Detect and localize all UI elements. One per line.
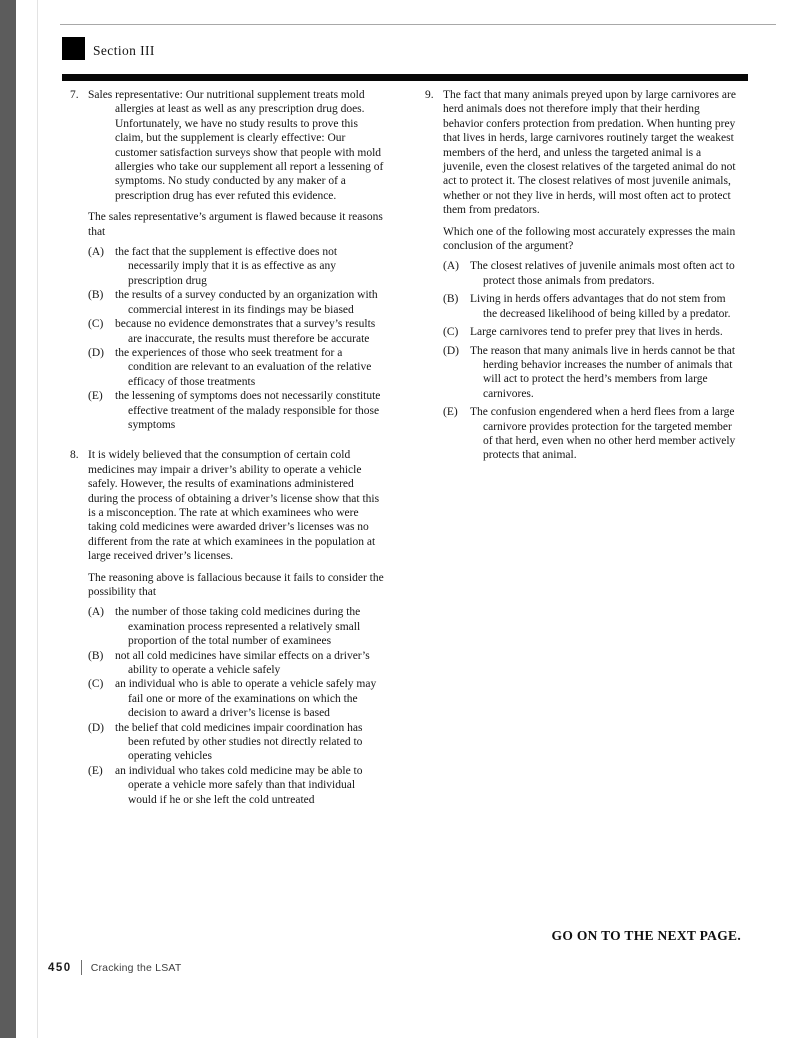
choice-list — [88, 245, 385, 432]
section-marker-square — [62, 37, 85, 60]
choice-row — [88, 389, 385, 432]
choice-text: an individual who is able to operate a vehicle safely may fail one or more of the examinations on which the decision to award a driver’s license is based — [115, 678, 377, 720]
choice-text: not all cold medicines have similar effects on a driver’s ability to operate a vehicle safely — [115, 649, 370, 677]
page-footer — [48, 960, 181, 975]
choice-row — [443, 292, 741, 321]
choice-text: the number of those taking cold medicines during the examination process represented a relatively small proportion of the total number of examinees — [115, 606, 361, 648]
choice-row — [88, 721, 385, 764]
question-7 — [70, 88, 385, 432]
header-divider-bar — [62, 74, 748, 81]
choice-row — [88, 245, 385, 288]
question-stem: Which one of the following most accurately expresses the main conclusion of the argument? — [443, 225, 736, 253]
choice-letter: (E) — [88, 390, 103, 403]
choice-row — [88, 649, 385, 678]
choice-list — [443, 259, 741, 462]
page-number: 450 — [48, 961, 72, 974]
choice-letter: (B) — [88, 289, 104, 302]
go-on-instruction: GO ON TO THE NEXT PAGE. — [551, 928, 741, 943]
left-column — [70, 88, 385, 807]
question-stem: The reasoning above is fallacious because it fails to consider the possibility that — [88, 571, 384, 598]
book-title: Cracking the LSAT — [90, 961, 182, 974]
top-rule — [60, 24, 776, 25]
choice-list — [88, 605, 385, 807]
choice-text: Living in herds offers advantages that do not stem from the decreased likelihood of being killed by a predator. — [470, 293, 731, 320]
section-label: Section III — [93, 43, 155, 58]
choice-letter: (D) — [88, 346, 104, 359]
choice-row — [443, 325, 741, 339]
choice-row — [88, 764, 385, 807]
question-body: It is widely believed that the consumption of certain cold medicines may impair a driver’s ability to operate a vehicle safely. However, the results of examinations administered during the process of obtaining a driver’s license show that this is a misconception. The rate at which examinees who were taking cold medicines were awarded driver’s licenses was no different from the rate at which examinees in the population at large received driver’s licenses. — [88, 449, 380, 563]
choice-text: because no evidence demonstrates that a survey’s results are inaccurate, the results must therefore be accurate — [115, 318, 376, 345]
choice-text: the fact that the supplement is effective does not necessarily imply that it is as effective as any prescription drug — [115, 246, 338, 287]
question-body: The fact that many animals preyed upon by large carnivores are herd animals does not therefore imply that their herding behavior confers protection from predation. When hunting prey that lives in herds, large carnivores routinely target the weakest members of the herd, and unless the targeted animal is a juvenile, even the closest relatives of the targeted animal do not act to protect it. The closest relatives of most juvenile animals, whether or not they live in herds, will most often act to protect them from predators. — [443, 89, 736, 217]
question-number: 7. — [70, 89, 79, 101]
choice-letter: (A) — [88, 606, 104, 619]
choice-row — [88, 605, 385, 648]
choice-row — [88, 677, 385, 720]
choice-letter: (E) — [443, 406, 458, 419]
choice-row — [443, 344, 741, 402]
footer-divider — [81, 960, 82, 975]
choice-letter: (C) — [88, 678, 104, 691]
choice-text: The confusion engendered when a herd flees from a large carnivore provides protection for the targeted member of that herd, even when no other herd member actively protects that animal. — [470, 406, 736, 462]
choice-letter: (B) — [88, 649, 104, 662]
choice-text: the lessening of symptoms does not necessarily constitute effective treatment of the malady responsible for those symptoms — [115, 390, 381, 431]
question-number: 9. — [425, 89, 434, 101]
choice-text: Large carnivores tend to prefer prey that lives in herds. — [470, 326, 723, 339]
choice-text: The closest relatives of juvenile animals most often act to protect those animals from predators. — [470, 260, 735, 287]
choice-letter: (B) — [443, 293, 459, 306]
right-column — [425, 88, 741, 463]
choice-letter: (A) — [443, 260, 459, 273]
choice-row — [88, 346, 385, 389]
choice-row — [88, 317, 385, 346]
choice-text: the experiences of those who seek treatment for a condition are relevant to an evaluation of the relative efficacy of those treatments — [115, 346, 372, 388]
page-edge-line — [37, 0, 38, 1038]
question-number: 8. — [70, 449, 79, 462]
question-8 — [70, 448, 385, 807]
question-stem: The sales representative’s argument is flawed because it reasons that — [88, 211, 383, 238]
question-9 — [425, 88, 741, 463]
choice-letter: (D) — [443, 344, 459, 357]
choice-letter: (E) — [88, 764, 103, 777]
page-edge-strip — [0, 0, 16, 1038]
choice-letter: (C) — [443, 326, 459, 339]
choice-text: the belief that cold medicines impair coordination has been refuted by other studies not directly related to operating vehicles — [115, 721, 363, 763]
choice-text: an individual who takes cold medicine may be able to operate a vehicle more safely than that individual would if he or she left the cold untreated — [115, 764, 363, 806]
choice-row — [88, 288, 385, 317]
choice-row — [443, 259, 741, 288]
question-body: Sales representative: Our nutritional supplement treats mold allergies at least as well as any prescription drug does. Unfortunately, we have no study results to prove this claim, but the supplement is clearly effective: Our customer satisfaction surveys show that people with mold allergies who take our supplement all report a lessening of symptoms. No study conducted by any maker of a prescription drug has ever refuted this evidence. — [88, 89, 384, 202]
choice-letter: (C) — [88, 318, 104, 331]
choice-letter: (A) — [88, 246, 104, 259]
choice-row — [443, 405, 741, 463]
choice-text: the results of a survey conducted by an organization with commercial interest in its findings may be biased — [115, 289, 378, 316]
choice-text: The reason that many animals live in herds cannot be that herding behavior increases the number of animals that will act to protect the herd’s members from large carnivores. — [470, 344, 736, 400]
choice-letter: (D) — [88, 721, 104, 734]
